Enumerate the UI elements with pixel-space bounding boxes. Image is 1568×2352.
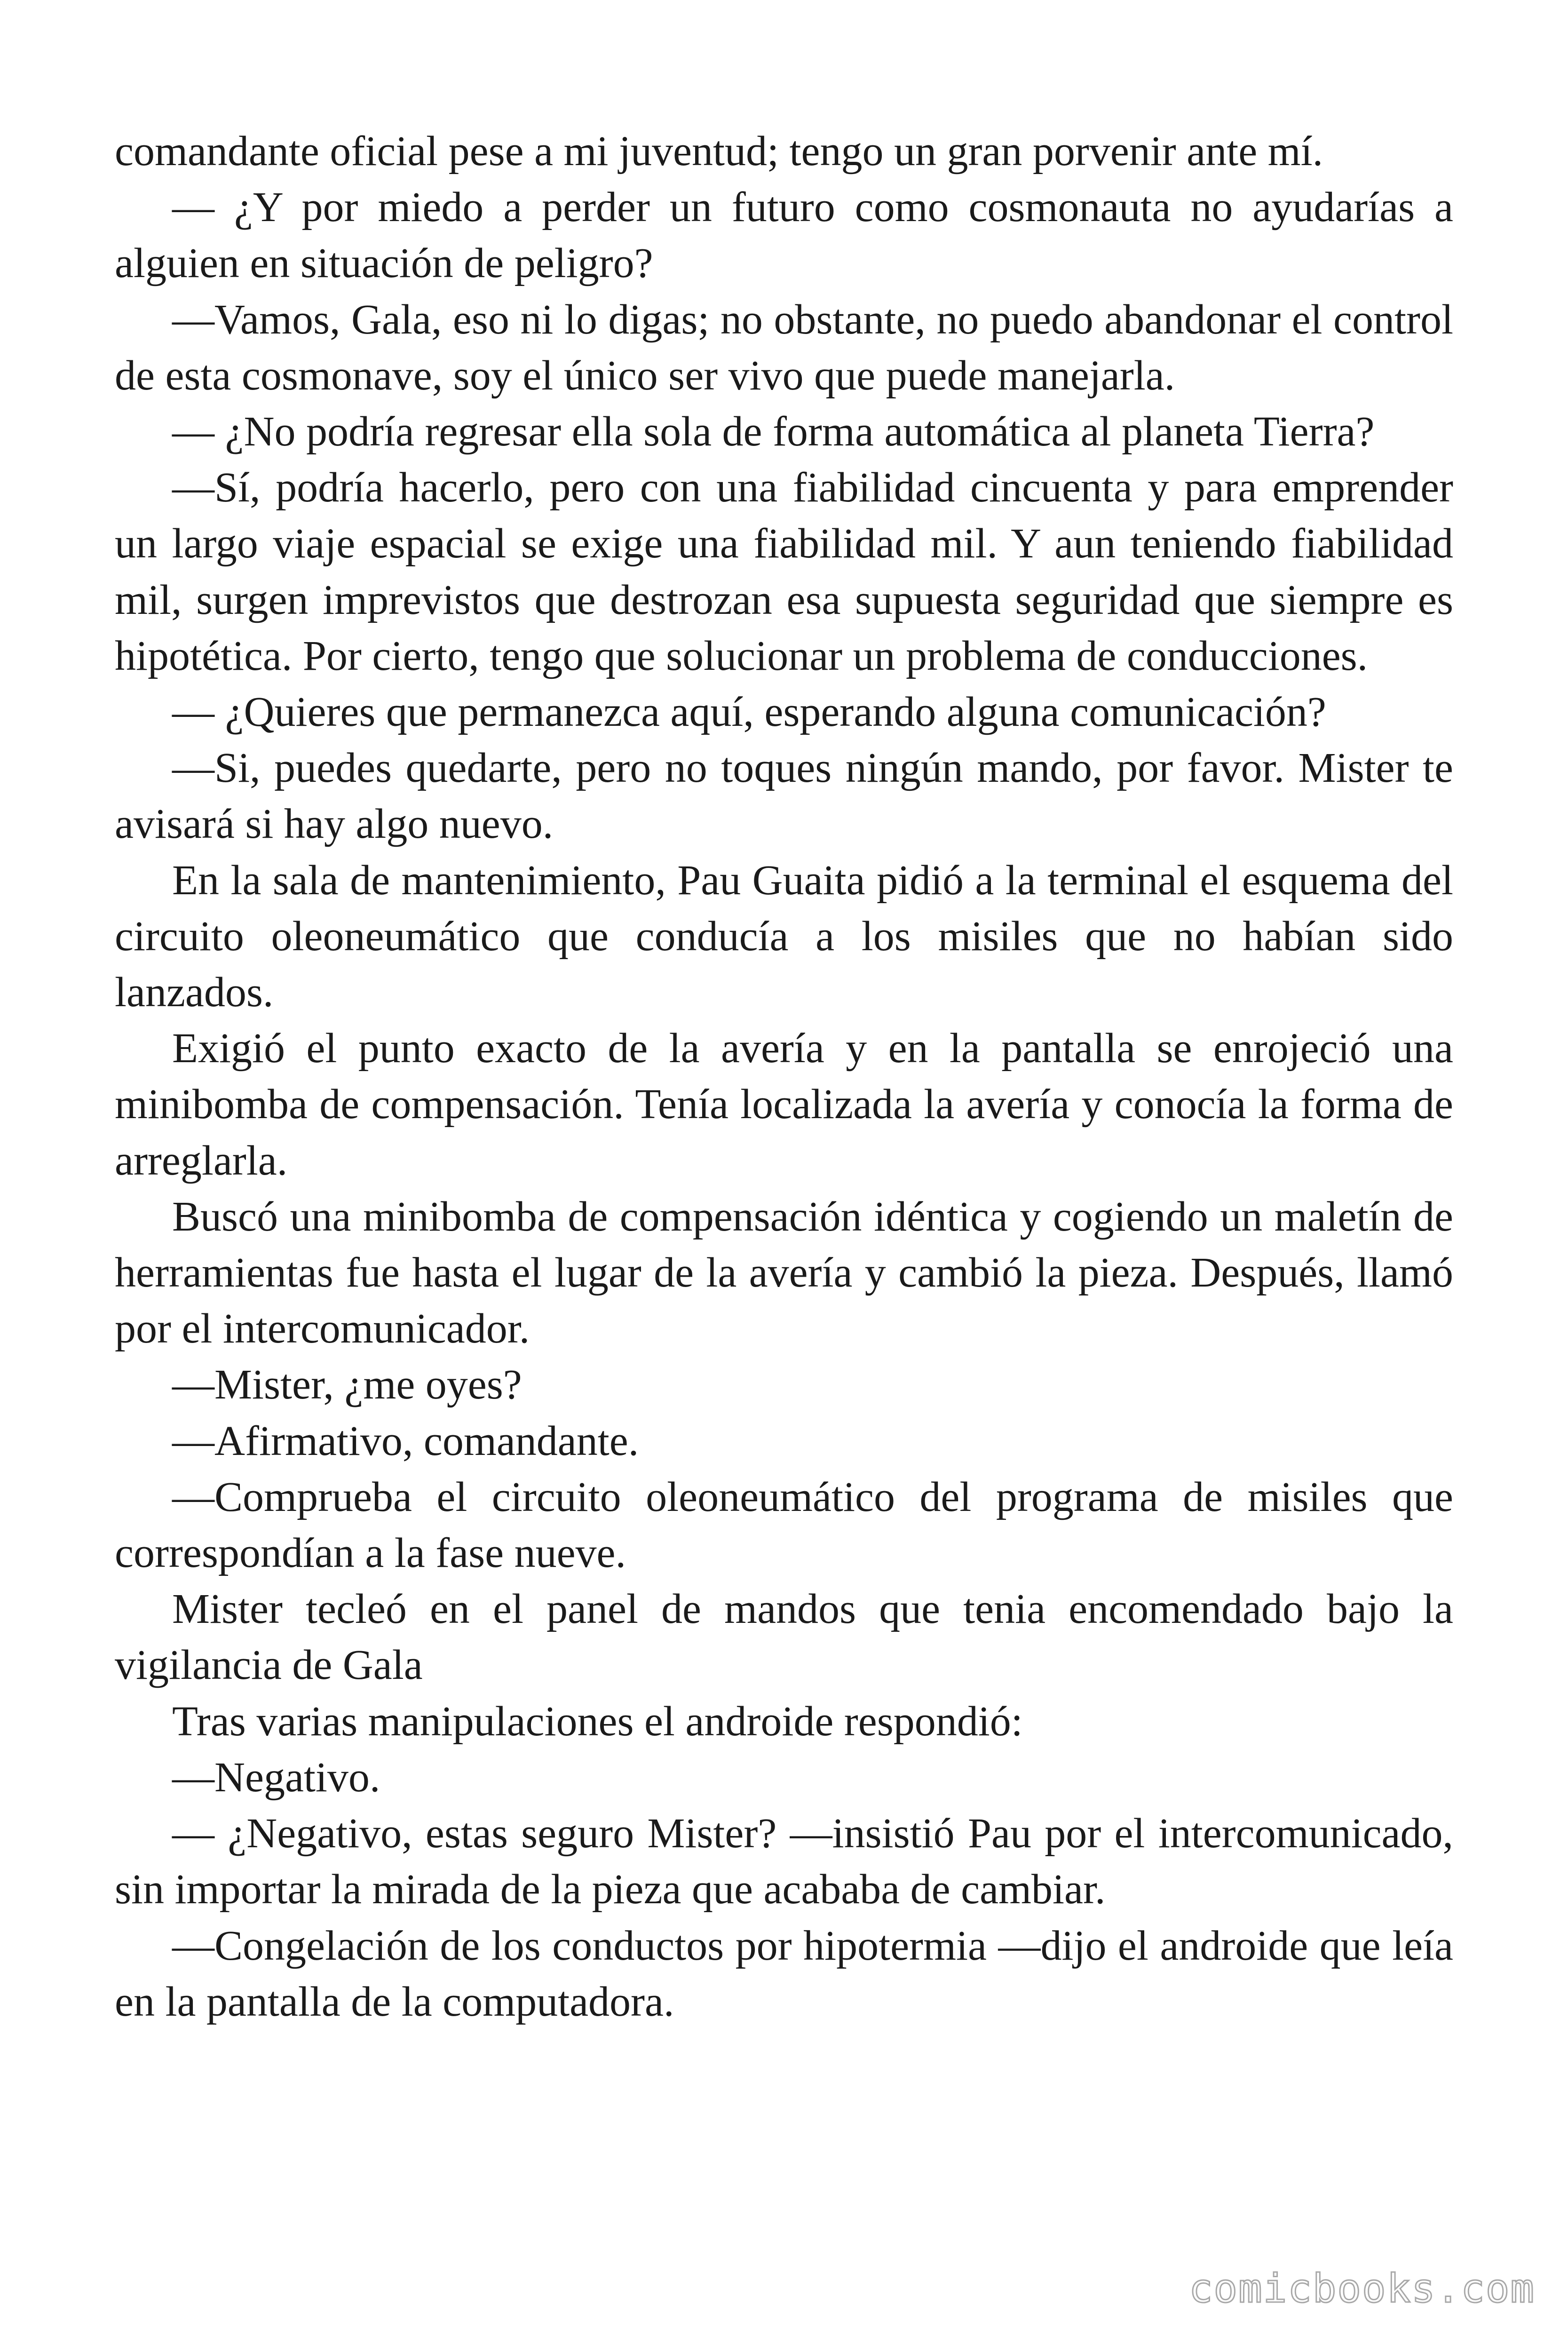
paragraph-12: —Afirmativo, comandante. — [172, 1417, 639, 1464]
paragraph-4: — ¿No podría regresar ella sola de forma automática al planeta Tierra? — [172, 408, 1375, 455]
paragraph-3: —Vamos, Gala, eso ni lo digas; no obstante, no puedo abandonar el control de esta cosmonave, soy el único ser vivo que puede manejarla. — [115, 296, 1453, 399]
paragraph-17: — ¿Negativo, estas seguro Mister? —insistió Pau por el intercomunicado, sin importar la mirada de la pieza que acababa de cambiar. — [115, 1810, 1453, 1913]
paragraph-13: —Comprueba el circuito oleoneumático del programa de misiles que correspondían a la fase nueve. — [115, 1473, 1453, 1577]
paragraph-8: En la sala de mantenimiento, Pau Guaita pidió a la terminal el esquema del circuito oleoneumático que conducía a los misiles que no habían sido lanzados. — [115, 857, 1453, 1016]
paragraph-15: Tras varias manipulaciones el androide respondió: — [172, 1698, 1023, 1745]
paragraph-10: Buscó una minibomba de compensación idéntica y cogiendo un maletín de herramientas fue hasta el lugar de la avería y cambió la pieza. Después, llamó por el intercomunicador. — [115, 1193, 1453, 1352]
paragraph-2: — ¿Y por miedo a perder un futuro como cosmonauta no ayudarías a alguien en situación de peligro? — [115, 184, 1453, 287]
body-text — [115, 123, 1453, 2030]
paragraph-7: —Si, puedes quedarte, pero no toques ningún mando, por favor. Mister te avisará si hay algo nuevo. — [115, 745, 1453, 848]
paragraph-9: Exigió el punto exacto de la avería y en la pantalla se enrojeció una minibomba de compensación. Tenía localizada la avería y conocía la forma de arreglarla. — [115, 1025, 1453, 1184]
paragraph-5: —Sí, podría hacerlo, pero con una fiabilidad cincuenta y para emprender un largo viaje espacial se exige una fiabilidad mil. Y aun teniendo fiabilidad mil, surgen imprevistos que destrozan esa supuesta seguridad que siempre es hipotética. Por cierto, tengo que solucionar un problema de conducciones. — [115, 464, 1453, 679]
paragraph-18: —Congelación de los conductos por hipotermia —dijo el androide que leía en la pantalla de la computadora. — [115, 1922, 1453, 2025]
watermark-logo: comicbooks.com — [1188, 2265, 1535, 2312]
paragraph-11: —Mister, ¿me oyes? — [172, 1361, 522, 1408]
paragraph-1: comandante oficial pese a mi juventud; tengo un gran porvenir ante mí. — [115, 128, 1323, 175]
paragraph-6: — ¿Quieres que permanezca aquí, esperando alguna comunicación? — [172, 689, 1326, 736]
paragraph-16: —Negativo. — [172, 1754, 380, 1801]
paragraph-14: Mister tecleó en el panel de mandos que tenia encomendado bajo la vigilancia de Gala — [115, 1586, 1453, 1689]
